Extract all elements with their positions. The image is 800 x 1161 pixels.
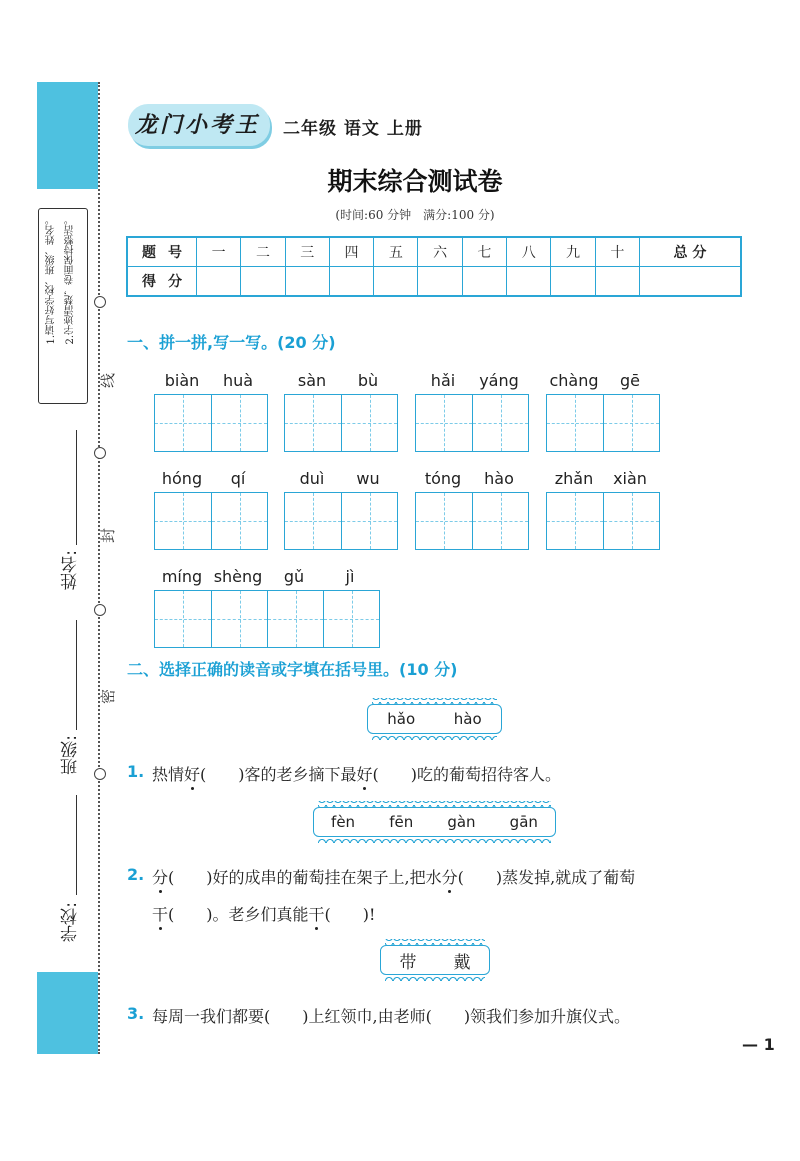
score-col-total: 总 分 [639,237,741,267]
notice-line-2: 2.字迹清楚，卷面保持整洁。 [65,215,76,345]
class-field[interactable] [58,735,83,775]
pinyin-row [154,366,268,390]
pinyin-syllable: jì [345,567,355,586]
seal-mark-line: 线 [99,372,118,389]
page-number: — 1 [742,1035,775,1054]
score-cell[interactable] [418,267,462,297]
pinyin-syllable: huà [222,371,254,390]
dotted-char: 干 [152,905,169,924]
score-cell[interactable] [551,267,595,297]
writing-cell[interactable] [211,591,267,647]
pinyin-row [284,464,398,488]
option-box-2 [313,807,556,837]
school-label: 学校: [61,902,81,942]
tianzige-grid [415,394,529,452]
option: gān [509,813,538,831]
writing-cell[interactable] [416,493,472,549]
writing-cell[interactable] [603,493,659,549]
pinyin-syllable: biàn [164,371,200,390]
score-cell[interactable] [462,267,506,297]
score-col: 九 [551,237,595,267]
tianzige-grid [284,492,398,550]
seal-mark-close: 密 [99,688,118,705]
answer-blank[interactable]: ( )。老乡们真能 [168,905,309,924]
answer-blank[interactable]: ( )吃的葡萄招待客人。 [372,765,562,784]
writing-cell[interactable] [155,395,211,451]
grade-subject: 二年级 语文 上册 [283,119,423,139]
pinyin-syllable: gē [620,371,640,390]
pinyin-row [154,562,380,586]
answer-blank[interactable]: ( )好的成串的葡萄挂在架子上,把水 [168,868,442,887]
option-box-1 [367,704,502,734]
name-label: 姓名: [61,550,81,590]
answer-blank[interactable]: ( )客的老乡摘下最 [200,765,357,784]
pinyin-group [154,562,380,648]
pinyin-syllable: hóng [161,469,203,488]
score-cell[interactable] [329,267,373,297]
binding-hole [94,296,106,308]
writing-cell[interactable] [416,395,472,451]
writing-cell[interactable] [285,493,341,549]
question-1-text: 热情好( )客的老乡摘下最好( )吃的葡萄招待客人。 [152,765,562,784]
pinyin-row [415,464,529,488]
page-title: 期末综合测试卷 [327,167,503,196]
pinyin-group [154,366,268,452]
option: fēn [389,813,414,831]
pinyin-syllable: hào [484,469,514,488]
score-table-row-scores [127,267,741,297]
pinyin-syllable: hǎi [430,371,456,390]
binding-hole [94,604,106,616]
pinyin-syllable: duì [299,469,325,488]
writing-cell[interactable] [341,493,397,549]
tianzige-grid [546,394,660,452]
writing-cell[interactable] [472,395,528,451]
score-row-label: 题号 [127,237,197,267]
writing-cell[interactable] [267,591,323,647]
pinyin-row [284,366,398,390]
pinyin-syllable: xiàn [613,469,647,488]
pinyin-group [154,464,268,550]
pinyin-group [546,366,660,452]
answer-blank[interactable]: ( )蒸发掉,就成了葡萄 [457,868,636,887]
tianzige-grid [415,492,529,550]
score-table-row-header [127,237,741,267]
class-underline [76,620,77,730]
option-box-3 [380,945,490,975]
score-cell[interactable] [285,267,329,297]
writing-cell[interactable] [155,591,211,647]
score-col: 二 [241,237,285,267]
pinyin-syllable: shèng [213,567,263,586]
pinyin-row [154,464,268,488]
pinyin-syllable: yáng [479,371,519,390]
question-number: 1. [127,762,145,781]
pinyin-group [415,464,529,550]
binding-hole [94,447,106,459]
score-col: 八 [507,237,551,267]
writing-cell[interactable] [155,493,211,549]
binding-cut-line [98,82,100,1054]
score-row-label: 得分 [127,267,197,297]
writing-cell[interactable] [603,395,659,451]
tianzige-grid [154,492,268,550]
pinyin-syllable: gǔ [283,567,305,586]
writing-cell[interactable] [547,395,603,451]
writing-cell[interactable] [285,395,341,451]
question-2-line-1 [152,865,635,888]
brand-logo-text: 龙门小考王 [135,113,261,138]
section-1-heading: 一、拼一拼,写一写。(20 分) [127,333,336,352]
score-col: 一 [197,237,241,267]
writing-cell[interactable] [211,493,267,549]
dotted-char: 分 [441,868,458,887]
binding-band-bottom [37,972,98,1054]
pinyin-row [546,366,660,390]
score-cell[interactable] [639,267,741,297]
score-col: 七 [462,237,506,267]
binding-hole [94,768,106,780]
name-underline [76,430,77,545]
name-field[interactable] [58,550,83,590]
pinyin-row [415,366,529,390]
pinyin-syllable: tóng [424,469,462,488]
dotted-char: 好 [356,765,373,784]
question-3-text[interactable]: 每周一我们都要( )上红领巾,由老师( )领我们参加升旗仪式。 [152,1007,631,1026]
option: fèn [331,813,356,831]
option: hǎo [387,710,416,728]
question-number: 3. [127,1004,145,1023]
section-2-heading: 二、选择正确的读音或字填在括号里。(10 分) [127,660,458,679]
question-number: 2. [127,865,145,884]
score-cell[interactable] [374,267,418,297]
pinyin-syllable: zhǎn [554,469,594,488]
dotted-char: 分 [152,868,169,887]
answer-blank[interactable]: ( )! [324,905,376,924]
score-table [126,236,742,297]
writing-cell[interactable] [323,591,379,647]
writing-cell[interactable] [472,493,528,549]
pinyin-syllable: chàng [549,371,599,390]
pinyin-group [284,366,398,452]
class-label: 班级: [61,735,81,775]
pinyin-syllable: bù [357,371,379,390]
seal-mark-seal: 封 [99,527,118,544]
tianzige-grid [154,590,380,648]
option: gàn [447,813,476,831]
score-cell[interactable] [595,267,639,297]
pinyin-syllable: sàn [297,371,327,390]
tianzige-grid [154,394,268,452]
dotted-char: 干 [308,905,325,924]
exam-info: (时间:60 分钟 满分:100 分) [335,208,495,222]
question-2-line-2 [152,902,375,925]
score-cell[interactable] [241,267,285,297]
score-col: 十 [595,237,639,267]
pinyin-syllable: qí [230,469,246,488]
score-col: 四 [329,237,373,267]
pinyin-row [546,464,660,488]
pinyin-group [415,366,529,452]
pinyin-group [546,464,660,550]
writing-cell[interactable] [341,395,397,451]
notice-box [38,208,88,404]
tianzige-grid [284,394,398,452]
score-col: 六 [418,237,462,267]
writing-cell[interactable] [547,493,603,549]
tianzige-grid [546,492,660,550]
writing-cell[interactable] [211,395,267,451]
school-field[interactable] [58,902,83,942]
option: hào [453,710,482,728]
pinyin-syllable: wu [356,469,380,488]
option: 戴 [453,952,471,973]
score-col: 三 [285,237,329,267]
option: 带 [399,952,417,973]
score-cell[interactable] [507,267,551,297]
pinyin-syllable: míng [161,567,203,586]
score-col: 五 [374,237,418,267]
notice-line-1: 1.请写好学校、班级、姓名。 [46,215,57,345]
score-cell[interactable] [197,267,241,297]
dotted-char: 好 [184,765,201,784]
pinyin-group [284,464,398,550]
school-underline [76,795,77,895]
